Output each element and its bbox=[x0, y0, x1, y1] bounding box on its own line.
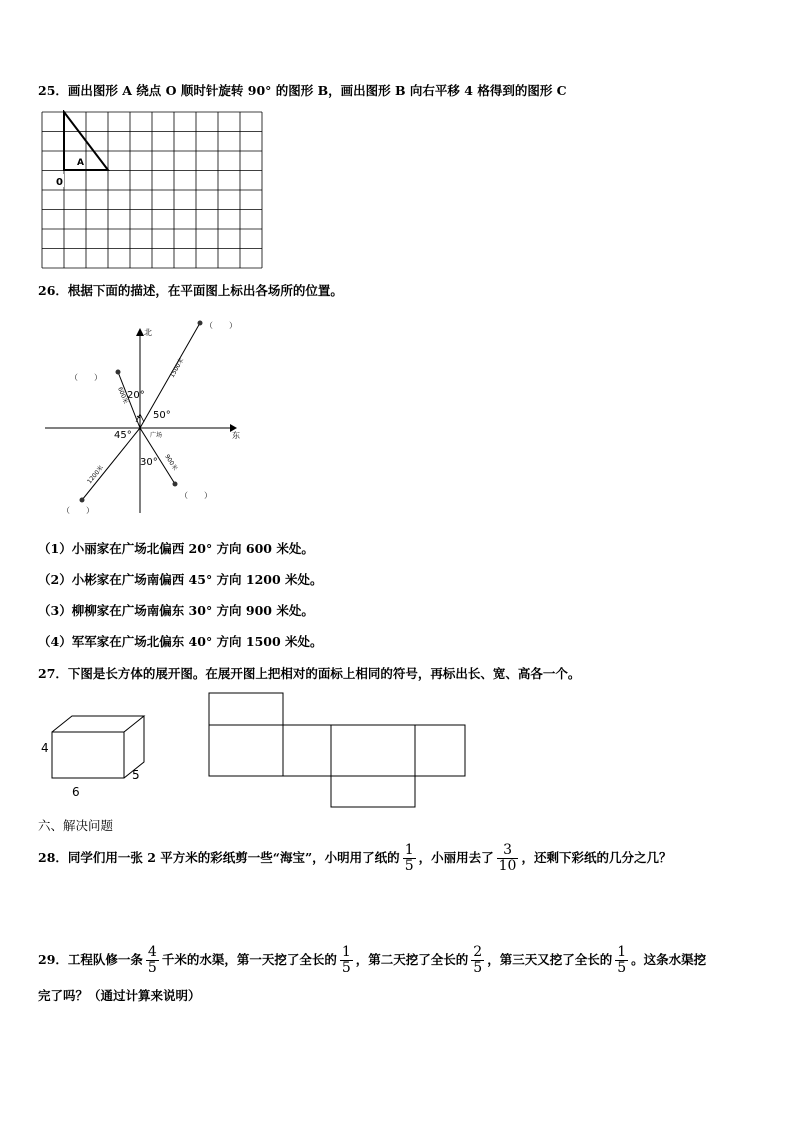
dist-900: 900米 bbox=[163, 453, 179, 472]
dim-height: 4 bbox=[41, 741, 49, 755]
q25-grid bbox=[40, 110, 270, 270]
angle-30: 30° bbox=[140, 457, 158, 468]
angle-45: 45° bbox=[114, 430, 132, 441]
center-label: 广场 bbox=[150, 432, 163, 439]
north-arrow bbox=[136, 328, 144, 336]
q25-text: 25．画出图形 A 绕点 O 顺时针旋转 90° 的图形 B，画出图形 B 向右平移 4 格得到的图形 C bbox=[38, 83, 567, 98]
q26-map bbox=[40, 318, 260, 518]
q27-cuboid bbox=[38, 712, 158, 802]
q26-item-4: （4）军军家在广场北偏东 40° 方向 1500 米处。 bbox=[38, 634, 323, 649]
q27-text: 27．下图是长方体的展开图。在展开图上把相对的面标上相同的符号，再标出长、宽、高各一个。 bbox=[38, 666, 581, 681]
q26-item-1: （1）小丽家在广场北偏西 20° 方向 600 米处。 bbox=[38, 541, 314, 556]
q29-text: 29．工程队修一条 $\frac{4}{5}$ 千米的水渠，第一天挖了全长的 $\frac{1}{5}$ ，第二天挖了全长的 $\frac{2}{5}$ ，第三天又挖了全长的 $\frac{1}{5}$ 。这条水渠挖 bbox=[38, 944, 707, 976]
q27-net bbox=[205, 690, 475, 815]
fraction: $\frac{2}{5}$ bbox=[473, 944, 483, 976]
dist-1500: 1500米 bbox=[168, 357, 186, 379]
blank-ne: （ ） bbox=[205, 321, 237, 330]
fraction: $\frac{1}{5}$ bbox=[404, 842, 414, 874]
angle-20: 20° bbox=[127, 390, 145, 401]
dim-length: 6 bbox=[72, 785, 80, 799]
q26-item-2: （2）小彬家在广场南偏西 45° 方向 1200 米处。 bbox=[38, 572, 323, 587]
q26-item-3: （3）柳柳家在广场南偏东 30° 方向 900 米处。 bbox=[38, 603, 314, 618]
blank-se: （ ） bbox=[180, 491, 212, 500]
dist-1200: 1200米 bbox=[86, 464, 105, 486]
blank-sw: （ ） bbox=[62, 506, 94, 515]
label-a: A bbox=[77, 158, 84, 168]
q29-line2: 完了吗？（通过计算来说明） bbox=[38, 988, 201, 1003]
angle-50: 50° bbox=[153, 410, 171, 421]
fraction: $\frac{1}{5}$ bbox=[341, 944, 351, 976]
dim-width: 5 bbox=[132, 768, 140, 782]
q26-text: 26．根据下面的描述，在平面图上标出各场所的位置。 bbox=[38, 283, 343, 298]
blank-nw: （ ） bbox=[70, 373, 102, 382]
fraction: $\frac{4}{5}$ bbox=[147, 944, 157, 976]
label-o: 0 bbox=[56, 177, 63, 188]
fraction: $\frac{3}{10}$ bbox=[498, 842, 517, 874]
dist-600: 600米 bbox=[116, 386, 130, 405]
north-label: 北 bbox=[144, 328, 152, 337]
east-label: 东 bbox=[232, 431, 240, 440]
fraction: $\frac{1}{5}$ bbox=[617, 944, 627, 976]
q28-text: 28．同学们用一张 2 平方米的彩纸剪一些“海宝”，小明用了纸的 $\frac{1}{5}$ ，小丽用去了 $\frac{3}{10}$ ，还剩下彩纸的几分之几？ bbox=[38, 842, 672, 874]
section-6-title: 六、解决问题 bbox=[38, 818, 114, 833]
